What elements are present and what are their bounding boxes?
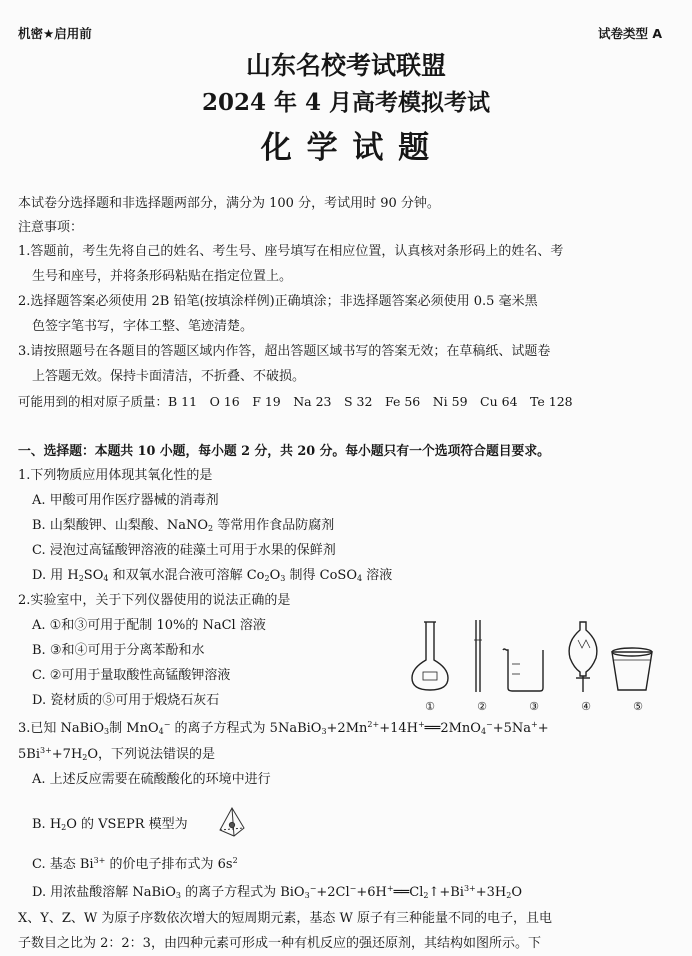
apparatus-labels	[404, 695, 664, 714]
q3-option-b: B. $H_2O$ 的 VSEPR 模型为	[32, 817, 188, 832]
q1-option-d: D. 用 $H_2SO_4$ 和双氧水混合液可溶解 $Co_2O_3$ 制得 CoSO$_4$ 溶液	[32, 568, 393, 583]
q2-option-c: C. ②可用于量取酸性高锰酸钾溶液	[32, 668, 231, 683]
apparatus-label-2: ②	[477, 700, 487, 713]
q3-option-a: A. 上述反应需要在硫酸酸化的环境中进行	[32, 772, 271, 787]
q1-option-a: A. 甲酸可用作医疗器械的消毒剂	[32, 493, 219, 508]
q1-option-c: C. 浸泡过高锰酸钾溶液的硅藻土可用于水果的保鲜剂	[32, 543, 336, 558]
q4-stem-line2: 子数目之比为 2：2：3，由四种元素可形成一种有机反应的强还原剂，其结构如图所示。下	[18, 936, 541, 951]
exam-summary: 本试卷分选择题和非选择题两部分，满分为 100 分，考试用时 90 分钟。	[18, 196, 440, 211]
q4-stem-line1: X、Y、Z、W 为原子序数依次增大的短周期元素，基态 W 原子有三种能量不同的电子，且电	[18, 911, 552, 926]
beaker-icon	[503, 649, 543, 691]
separatory-funnel-icon	[569, 622, 597, 692]
subject-title: 化 学 试 题	[260, 130, 432, 166]
crucible-icon	[612, 648, 652, 690]
q3-option-c: C. 基态 $Bi^{3+}$ 的价电子排布式为 $6s^2$	[32, 856, 238, 872]
paper-type: 试卷类型 A	[597, 26, 662, 41]
q2-option-d: D. 瓷材质的⑤可用于煅烧石灰石	[32, 693, 220, 708]
volumetric-flask-icon	[412, 622, 448, 690]
atomic-masses: 可能用到的相对原子质量：B 11 O 16 F 19 Na 23 S 32 Fe 56 Ni 59 Cu 64 Te 128	[18, 394, 573, 409]
note-3-line2: 上答题无效。保持卡面清洁，不折叠、不破损。	[32, 369, 306, 384]
note-1-line1: 1.答题前，考生先将自己的姓名、考生号、座号填写在相应位置，认真核对条形码上的姓名、考	[18, 244, 564, 259]
q1-option-b: B. 山梨酸钾、山梨酸、NaNO$_2$ 等常用作食品防腐剂	[32, 518, 335, 533]
tetrahedron-model-icon	[216, 806, 248, 838]
pipette-icon	[474, 620, 482, 692]
note-3-line1: 3.请按照题号在各题目的答题区域内作答，超出答题区域书写的答案无效；在草稿纸、试题卷	[18, 344, 551, 359]
confidential-mark: 机密★启用前	[18, 26, 92, 41]
notes-heading: 注意事项：	[18, 220, 84, 235]
apparatus-label-3: ③	[529, 700, 539, 713]
apparatus-label-5: ⑤	[633, 700, 643, 713]
exam-title: 2024 年 4 月高考模拟考试	[201, 89, 491, 116]
q3-option-d: D. 用浓盐酸溶解 NaBiO$_3$ 的离子方程式为 $BiO_3^-+2Cl^-+6H^+══Cl_2↑+Bi^{3+}+3H_2O$	[32, 884, 523, 900]
apparatus-label-4: ④	[581, 700, 591, 713]
league-title: 山东名校考试联盟	[245, 51, 446, 80]
q3-stem-line2: $5Bi^{3+}+7H_2O$，下列说法错误的是	[18, 746, 216, 762]
section-1-heading: 一、选择题：本题共 10 小题，每小题 2 分，共 20 分。每小题只有一个选项符合题目要求。	[18, 444, 550, 459]
q2-stem: 2.实验室中，关于下列仪器使用的说法正确的是	[18, 593, 291, 608]
apparatus-label-1: ①	[425, 700, 435, 713]
apparatus-figure	[400, 618, 670, 694]
note-2-line2: 色签字笔书写，字体工整、笔迹清楚。	[32, 319, 254, 334]
note-1-line2: 生号和座号，并将条形码粘贴在指定位置上。	[32, 269, 293, 284]
q3-stem-line1: 3.已知 NaBiO$_3$制 MnO$_4$− 的离子方程式为 $5NaBiO_3+2Mn^{2+}+14H^+══2MnO_4^-+5Na^++$	[18, 720, 549, 736]
q1-stem: 1.下列物质应用体现其氧化性的是	[18, 468, 213, 483]
note-2-line1: 2.选择题答案必须使用 2B 铅笔(按填涂样例)正确填涂；非选择题答案必须使用 0.5 毫米黑	[18, 294, 538, 309]
q2-option-a: A. ①和③可用于配制 10%的 NaCl 溶液	[32, 618, 266, 633]
q2-option-b: B. ③和④可用于分离苯酚和水	[32, 643, 205, 658]
